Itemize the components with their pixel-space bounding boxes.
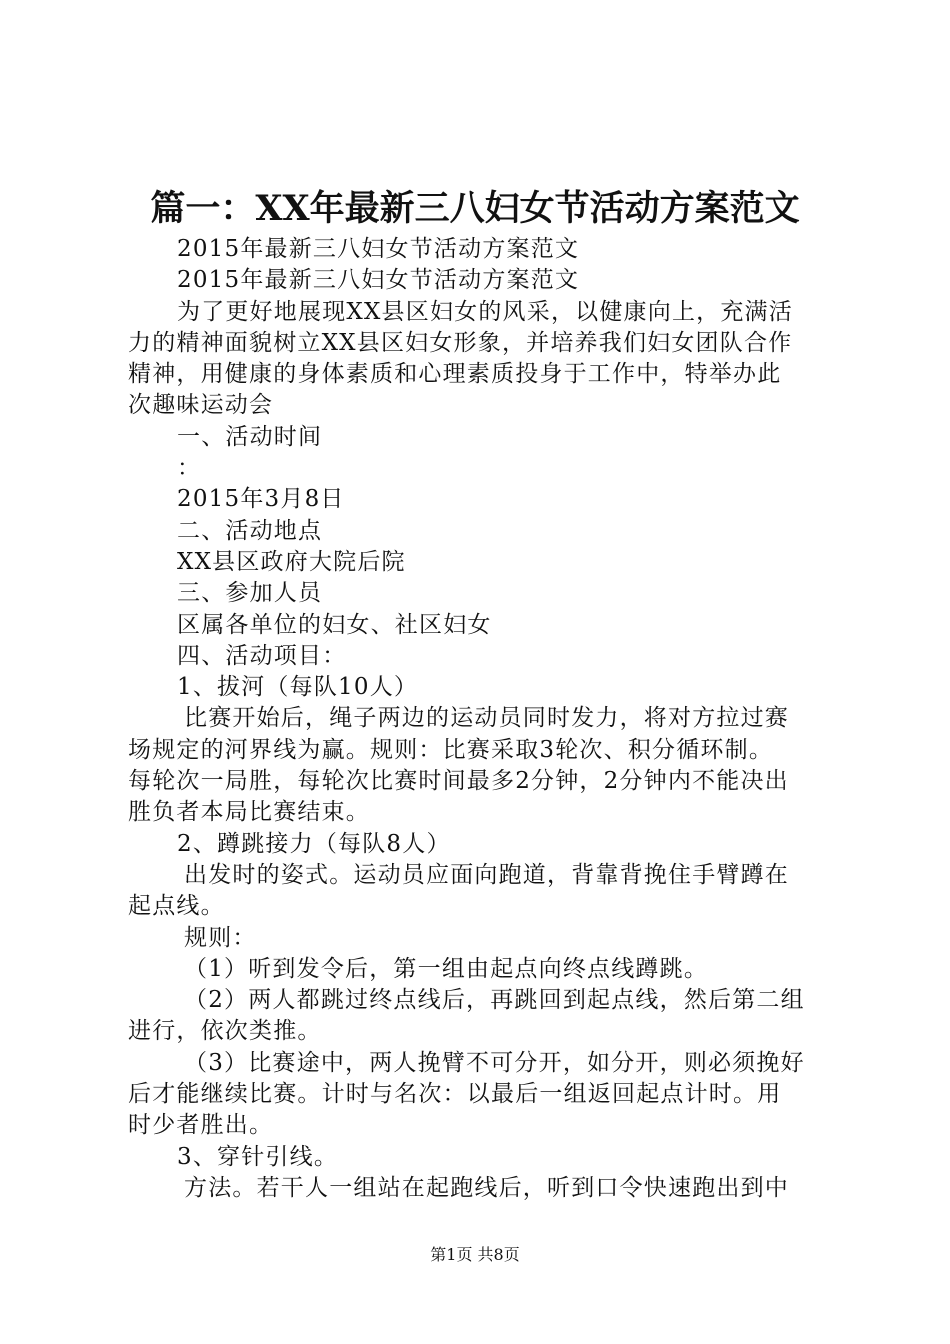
page-footer: 第1页 共8页 [430,1245,520,1264]
text-line: 方法。若干人一组站在起跑线后，听到口令快速跑出到中 [184,1174,789,1201]
text-line: 2015年3月8日 [177,486,345,513]
section-heading: 二、活动地点 [177,517,323,544]
text-line: 起点线。 [128,893,225,920]
text-line: 区属各单位的妇女、社区妇女 [177,611,492,638]
text-line: （3）比赛途中，两人挽臂不可分开，如分开，则必须挽好 [184,1049,805,1076]
section-heading: 四、活动项目： [177,642,347,669]
text-line: 力的精神面貌树立XX县区妇女形象，并培养我们妇女团队合作 [128,329,793,356]
section-heading: 一、活动时间 [177,423,323,450]
text-line: （1）听到发令后，第一组由起点向终点线蹲跳。 [184,955,709,982]
text-line: 胜负者本局比赛结束。 [128,799,370,826]
text-line: 为了更好地展现XX县区妇女的风采，以健康向上，充满活 [177,298,793,325]
text-line: ： [177,455,202,482]
text-line: 次趣味运动会 [128,392,274,419]
text-line: 后才能继续比赛。计时与名次：以最后一组返回起点计时。用 [128,1081,782,1108]
text-line: 精神，用健康的身体素质和心理素质投身于工作中，特举办此 [128,361,782,388]
document-title: 篇一：XX年最新三八妇女节活动方案范文 [150,188,800,229]
text-line: （2）两人都跳过终点线后，再跳回到起点线，然后第二组 [184,987,805,1014]
subsection-heading: 3、穿针引线。 [177,1143,339,1170]
text-line: 每轮次一局胜，每轮次比赛时间最多2分钟，2分钟内不能决出 [128,768,789,795]
document-body [128,234,834,1204]
text-line: 规则： [184,924,257,951]
text-line: 时少者胜出。 [128,1112,274,1139]
text-line: 进行，依次类推。 [128,1018,322,1045]
text-line: 2015年最新三八妇女节活动方案范文 [177,267,580,294]
section-heading: 三、参加人员 [177,580,323,607]
text-line: 出发时的姿式。运动员应面向跑道，背靠背挽住手臂蹲在 [184,861,789,888]
subsection-heading: 1、拔河（每队10人） [177,674,419,701]
subsection-heading: 2、蹲跳接力（每队8人） [177,830,451,857]
text-line: XX县区政府大院后院 [177,548,406,575]
text-line: 比赛开始后，绳子两边的运动员同时发力，将对方拉过赛 [184,705,789,732]
text-line: 场规定的河界线为赢。规则：比赛采取3轮次、积分循环制。 [128,736,774,763]
text-line: 2015年最新三八妇女节活动方案范文 [177,236,580,262]
